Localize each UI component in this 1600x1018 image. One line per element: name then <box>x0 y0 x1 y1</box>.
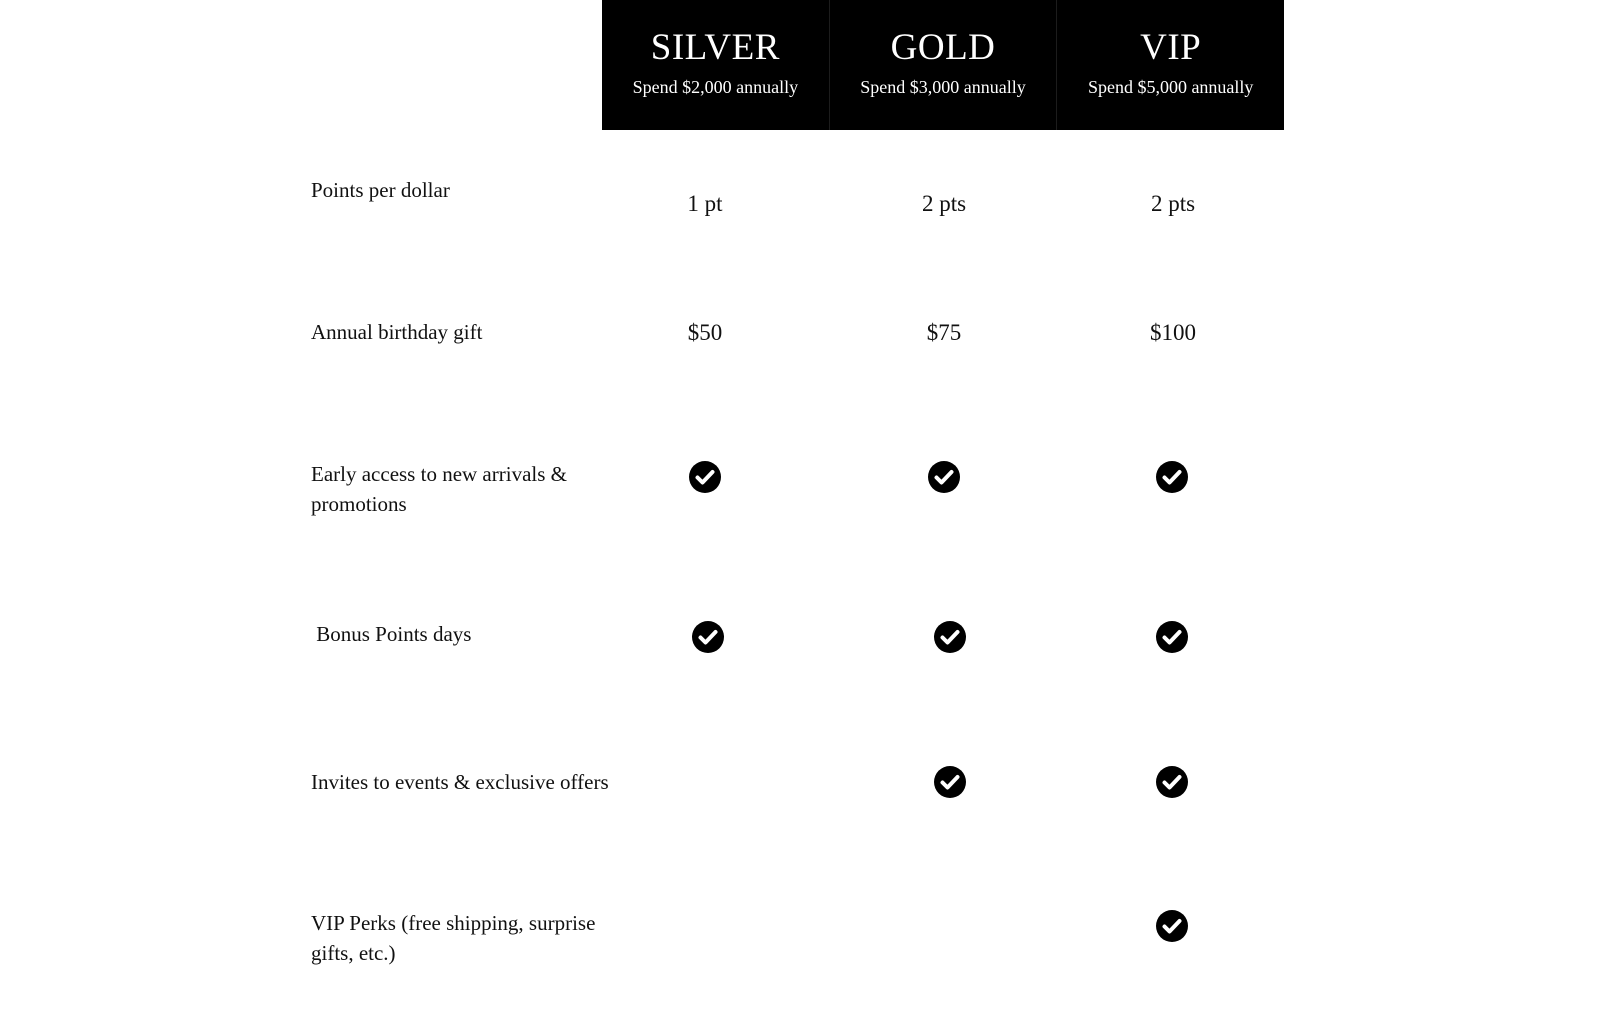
tier-gold <box>830 0 1058 130</box>
benefit-label: Points per dollar <box>311 178 450 202</box>
gold-value: $75 <box>926 320 962 345</box>
benefit-label: Bonus Points days <box>311 622 472 646</box>
benefit-label: Invites to events & exclusive offers <box>311 770 609 794</box>
check-circle-icon <box>1156 621 1188 653</box>
tier-silver <box>602 0 830 130</box>
vip-value: 2 pts <box>1150 191 1196 216</box>
tier-name: VIP <box>1140 27 1202 68</box>
check-circle-icon <box>934 621 966 653</box>
check-circle-icon <box>689 461 721 493</box>
check-circle-icon <box>928 461 960 493</box>
tier-name: GOLD <box>890 27 996 68</box>
tier-spend-requirement: Spend $3,000 annually <box>860 77 1026 97</box>
tier-spend-requirement: Spend $5,000 annually <box>1087 77 1254 97</box>
check-circle-icon <box>692 621 724 653</box>
gold-value: 2 pts <box>921 191 967 216</box>
tier-header <box>602 0 1284 130</box>
check-circle-icon <box>1156 766 1188 798</box>
tier-name: SILVER <box>650 27 780 68</box>
silver-value: $50 <box>687 320 723 345</box>
benefit-label: VIP Perks (free shipping, surprise gifts, etc.) <box>311 911 596 965</box>
check-circle-icon <box>934 766 966 798</box>
check-circle-icon <box>1156 910 1188 942</box>
check-circle-icon <box>1156 461 1188 493</box>
tier-spend-requirement: Spend $2,000 annually <box>632 77 799 97</box>
benefit-label: Annual birthday gift <box>311 320 483 344</box>
silver-value: 1 pt <box>687 191 723 216</box>
benefit-label: Early access to new arrivals & promotions <box>311 462 567 516</box>
vip-value: $100 <box>1150 320 1196 345</box>
tier-vip <box>1057 0 1284 130</box>
